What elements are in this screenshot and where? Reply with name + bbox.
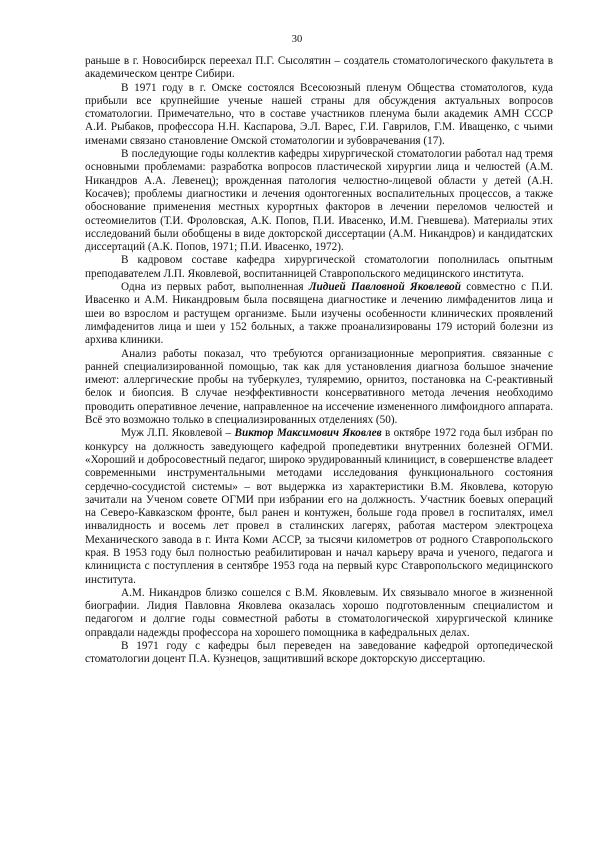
paragraph [85,82,553,148]
text-run: В последующие годы коллектив кафедры хирургической стоматологии работал над тремя основными проблемами: разработка вопросов пластической хирургии лица и челюстей (А.М. Никандров А.А. Левенец); врожденная патология челюстно-лицевой области у детей (А.Н. Косачев); проблемы диагностики и лечения одонтогенных воспалительных процессов, а также обоснование применения местных курортных факторов в лечении переломов челюстей и остеомиелитов (Т.И. Фроловская, А.К. Попов, П.И. Ивасенко, И.М. Гневшева). Материалы этих исследований были обобщены в виде докторской диссертации (А.М. Никандров) и кандидатских диссертаций (А.К. Попов, 1971; П.И. Ивасенко, 1972). [85,148,553,254]
emphasized-name: Лидией Павловной Яковлевой [308,281,461,294]
text-run: раньше в г. Новосибирск переехал П.Г. Сысолятин – создатель стоматологического факультета в академическом центре Сибири. [85,55,553,81]
text-run: В 1971 году с кафедры был переведен на заведование кафедрой ортопедической стоматологии доцент П.А. Кузнецов, защитивший вскоре докторскую диссертацию. [85,640,553,666]
text-run: В кадровом составе кафедра хирургической стоматологии пополнилась опытным преподавателем Л.П. Яковлевой, воспитанницей Ставропольского медицинского института. [85,254,553,280]
paragraph [85,427,553,587]
text-run: В 1971 году в г. Омске состоялся Всесоюзный пленум Общества стоматологов, куда прибыли все крупнейшие ученые нашей страны для обсуждения актуальных вопросов стоматологии. Примечательно, что в составе участников пленума были академик АМН СССР А.И. Рыбаков, профессора Н.Н. Каспарова, Э.Л. Варес, Г.И. Гаврилов, Г.М. Иващенко, с чьими именами связано становление Омской стоматологии и зубоврачевания (17). [85,81,553,147]
text-run: в октябре 1972 года был избран по конкурсу на должность заведующего кафедрой пропедевтики внутренних болезней ОГМИ. «Хороший и добросовестный педагог, широко эрудированный клиницист, в совершенстве владеет современными инструментальными методами исследования функционального состояния сердечно-сосудистой системы» – вот выдержка из характеристики В.М. Яковлева, которую зачитали на Ученом совете ОГМИ при избрании его на должность. Участник боевых операций на Северо-Кавказском фронте, был ранен и контужен, больше года провел в госпиталях, имел инвалидность и восемь лет провел в сталинских лагерях, работая мастером электроцеха Механического завода в г. Инта Коми АССР, за тысячи километров от родного Ставропольского края. В 1953 году был полностью реабилитирован и начал карьеру врача и ученого, педагога и клинициста с поступления в сентябре 1953 года на первый курс Ставропольского медицинского института. [85,427,554,586]
paragraph [85,254,553,281]
text-run: Анализ работы показал, что требуются организационные мероприятия. связанные с ранней специализированной помощью, так как для установления диагноза большое значение имеют: аллергические пробы на туберкулез, туляремию, орнитоз, постановка на С-реактивный белок и биопсия. В случае неэффективности консервативного метода лечения необходимо проводить оперативное лечение, направленное на иссечение измененного лимфоидного аппарата. Всё это возможно только в специализированных отделениях (50). [85,347,553,427]
text-run: А.М. Никандров близко сошелся с В.М. Яковлевым. Их связывало многое в жизненной биографии. Лидия Павловна Яковлева оказалась хорошо подготовленным специалистом и педагогом и долгие годы совместной работы в стоматологической хирургической клинике оправдали надежды профессора на хорошего помощника в кафедральных делах. [85,586,553,639]
paragraph [85,55,553,82]
text-run: Одна из первых работ, выполненная [121,281,309,294]
paragraph [85,640,553,667]
page-number: 30 [291,34,303,45]
paragraph [85,587,553,640]
emphasized-name: Виктор Максимович Яковлев [234,427,382,440]
paragraph [85,148,553,254]
text-run: Муж Л.П. Яковлевой – [121,427,235,440]
paragraph [85,281,553,347]
text-run: совместно с П.И. Ивасенко и А.М. Никандровым была посвящена диагностике и лечению лимфаденитов лица и шеи во взрослом и растущем организме. Были изучены особенности клинических проявлений лимфаденитов лица и шеи у 152 больных, а также проанализированы 179 историй болезни из архива клиники. [85,281,553,347]
body-text [85,55,553,667]
paragraph [85,348,553,428]
